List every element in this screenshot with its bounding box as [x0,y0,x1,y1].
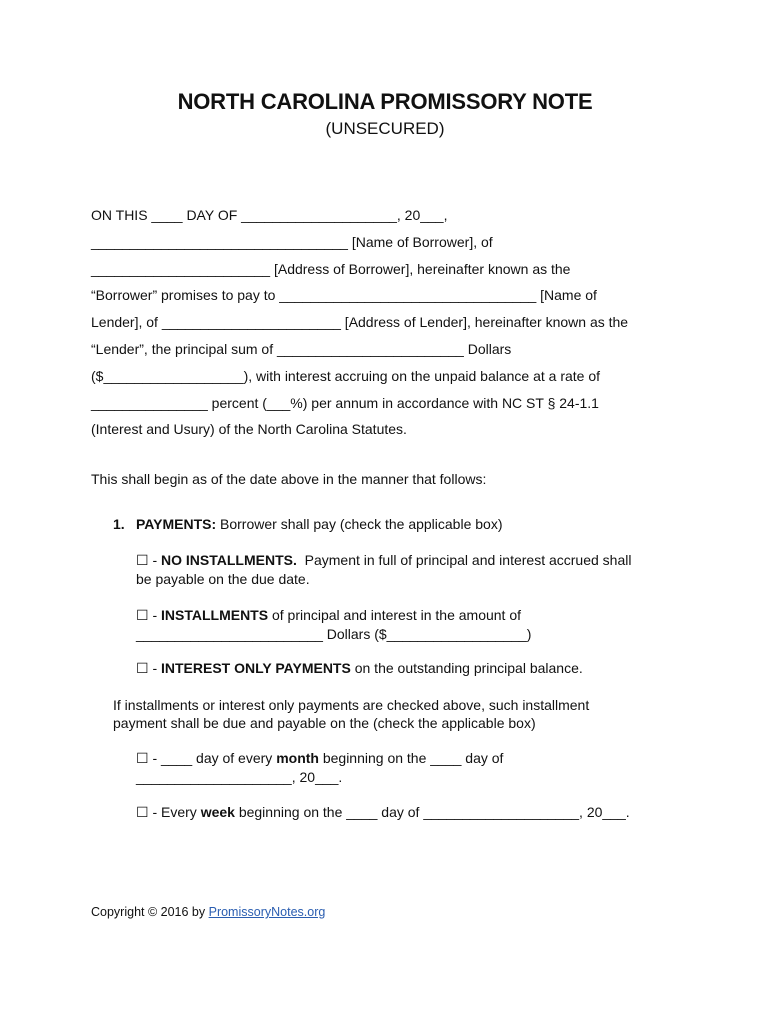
option-monthly [136,749,696,786]
intro-line: _________________________________ [Name of Borrower], of [91,233,493,250]
copyright-text: Copyright © 2016 by [91,905,209,919]
option-label: NO INSTALLMENTS. [161,552,297,568]
intro-line: Lender], of _______________________ [Address of Lender], hereinafter known as the [91,314,629,331]
option-text: Every [161,804,201,820]
payments-text: Borrower shall pay (check the applicable box) [216,516,503,532]
option-label: INSTALLMENTS [161,607,269,623]
option-weekly [136,803,696,822]
copyright-footer [91,905,325,919]
option-text: beginning on the ____ day of [318,750,504,766]
intro-line: (Interest and Usury) of the North Carolina Statutes. [91,421,407,438]
document-title: NORTH CAROLINA PROMISSORY NOTE [177,89,593,114]
checkbox-monthly[interactable]: ☐ - [136,750,161,766]
intro-line: ON THIS ____ DAY OF ____________________, 20___, [91,207,448,223]
section-number: 1. [113,516,125,532]
checkbox-no-installments[interactable]: ☐ - [136,552,161,568]
document-subtitle: (UNSECURED) [325,119,445,138]
option-bold-word: week [200,804,235,820]
option-text: Payment in full of principal and interest accrued shall [296,552,632,568]
option-text-line2: ____________________, 20___. [136,768,343,785]
option-text: beginning on the ____ day of ____________________, 20___. [234,804,630,820]
option-text: of principal and interest in the amount of [268,607,522,623]
checkbox-interest-only[interactable]: ☐ - [136,660,161,676]
payments-heading [113,516,503,532]
schedule-intro [113,696,693,732]
schedule-intro-line: If installments or interest only payments are checked above, such installment [113,697,590,713]
option-installments [136,606,696,643]
option-no-installments [136,551,696,588]
promissorynotes-link[interactable]: PromissoryNotes.org [208,905,326,919]
intro-line: ($__________________), with interest accruing on the unpaid balance at a rate of [91,367,601,384]
option-text: ____ day of every [161,750,277,766]
payments-label: PAYMENTS: [136,516,217,532]
option-bold-word: month [276,750,319,766]
intro-line: _______________ percent (___%) per annum in accordance with NC ST § 24-1.1 [91,394,599,411]
option-text: on the outstanding principal balance. [350,660,583,676]
option-text-line2: ________________________ Dollars ($__________________) [136,625,532,642]
intro-line: _______________________ [Address of Borrower], hereinafter known as the [91,260,571,277]
intro-line: “Lender”, the principal sum of ________________________ Dollars [91,340,512,357]
option-interest-only [136,659,696,678]
intro-line: “Borrower” promises to pay to _________________________________ [Name of [91,287,597,304]
option-text-line2: be payable on the due date. [136,570,310,587]
lead-sentence: This shall begin as of the date above in the manner that follows: [91,471,487,487]
option-label: INTEREST ONLY PAYMENTS [161,660,351,676]
checkbox-weekly[interactable]: ☐ - [136,804,161,820]
schedule-intro-line: payment shall be due and payable on the (check the applicable box) [113,715,536,731]
intro-paragraph [91,202,691,443]
checkbox-installments[interactable]: ☐ - [136,607,161,623]
